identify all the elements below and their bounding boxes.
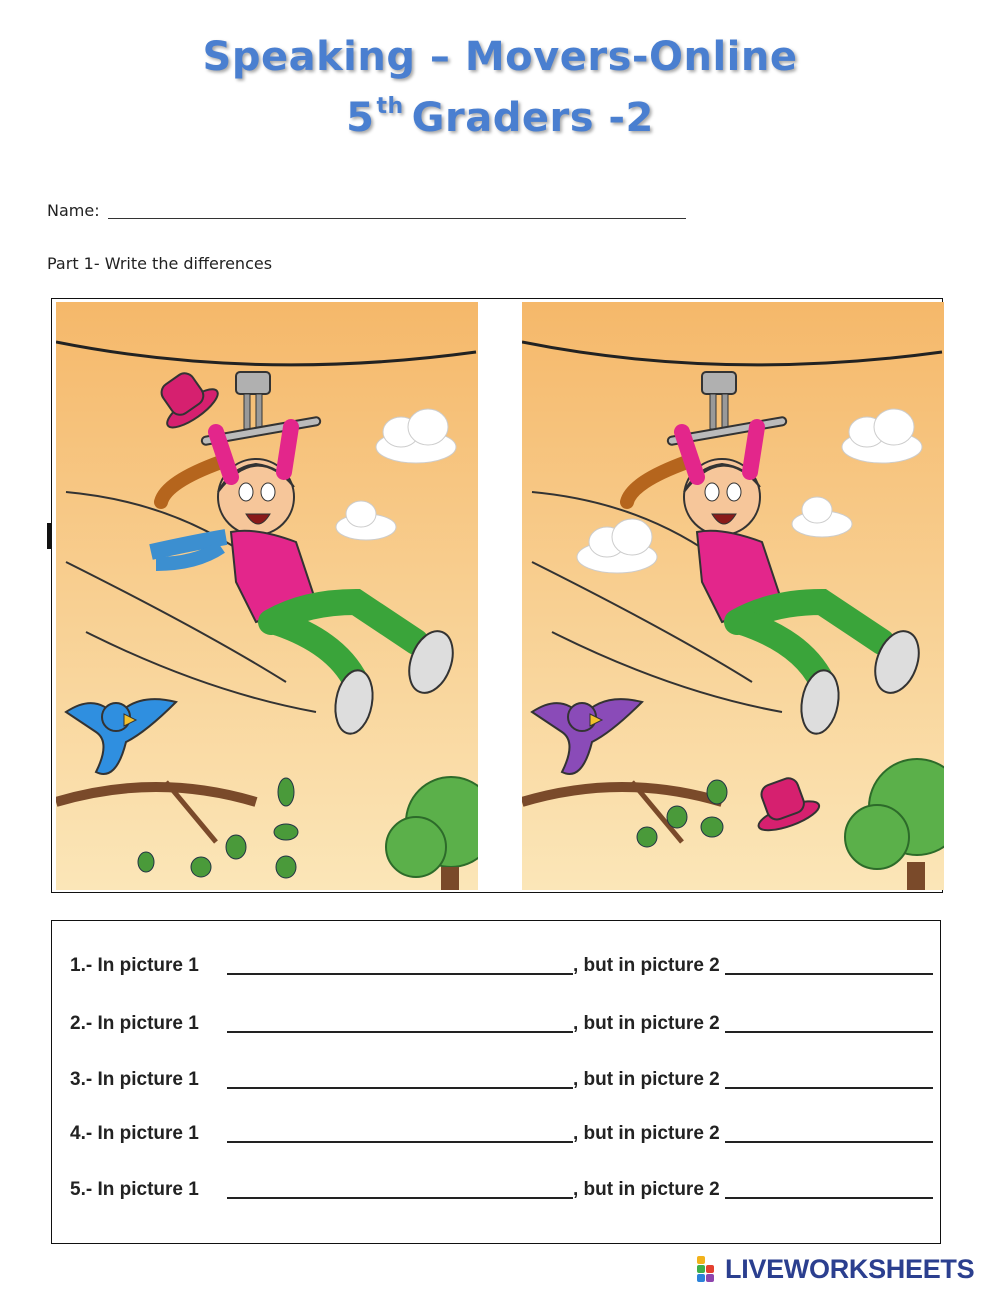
answer-blank-picture-2[interactable] (725, 1197, 933, 1199)
answer-blank-picture-2[interactable] (725, 1031, 933, 1033)
answer-row (70, 1013, 930, 1037)
row-mid: , but in picture 2 (573, 1069, 720, 1090)
picture-1 (56, 302, 478, 890)
answer-blank-picture-2[interactable] (725, 1141, 933, 1143)
answer-blank-picture-2[interactable] (725, 1087, 933, 1089)
answers-box (51, 920, 941, 1244)
grade-rest: Graders -2 (411, 95, 654, 141)
answer-blank-picture-1[interactable] (227, 1197, 573, 1199)
row-mid: , but in picture 2 (573, 1123, 720, 1144)
answer-blank-picture-1[interactable] (227, 1087, 573, 1089)
answer-row (70, 1123, 930, 1147)
picture-2 (522, 302, 944, 890)
name-field[interactable] (108, 218, 686, 219)
pictures-panel (51, 298, 943, 893)
logo-icon (697, 1256, 721, 1282)
answer-row (70, 955, 930, 979)
answer-blank-picture-1[interactable] (227, 1031, 573, 1033)
part-instruction: Part 1- Write the differences (47, 254, 273, 273)
row-lead: 1.- In picture 1 (70, 955, 199, 976)
answer-blank-picture-2[interactable] (725, 973, 933, 975)
row-lead: 3.- In picture 1 (70, 1069, 199, 1090)
answer-row (70, 1179, 930, 1203)
answer-row (70, 1069, 930, 1093)
worksheet-subtitle (0, 94, 1000, 141)
grade-suffix: th (376, 94, 404, 119)
name-label: Name: (47, 201, 100, 220)
logo-text: LIVEWORKSHEETS (725, 1253, 975, 1284)
answer-blank-picture-1[interactable] (227, 1141, 573, 1143)
row-lead: 2.- In picture 1 (70, 1013, 199, 1034)
grade-number: 5 (346, 95, 375, 141)
row-mid: , but in picture 2 (573, 1179, 720, 1200)
row-mid: , but in picture 2 (573, 955, 720, 976)
worksheet-title: Speaking – Movers-Online (202, 34, 798, 80)
row-lead: 4.- In picture 1 (70, 1123, 199, 1144)
answer-blank-picture-1[interactable] (227, 973, 573, 975)
liveworksheets-logo[interactable] (697, 1254, 974, 1284)
row-lead: 5.- In picture 1 (70, 1179, 199, 1200)
row-mid: , but in picture 2 (573, 1013, 720, 1034)
